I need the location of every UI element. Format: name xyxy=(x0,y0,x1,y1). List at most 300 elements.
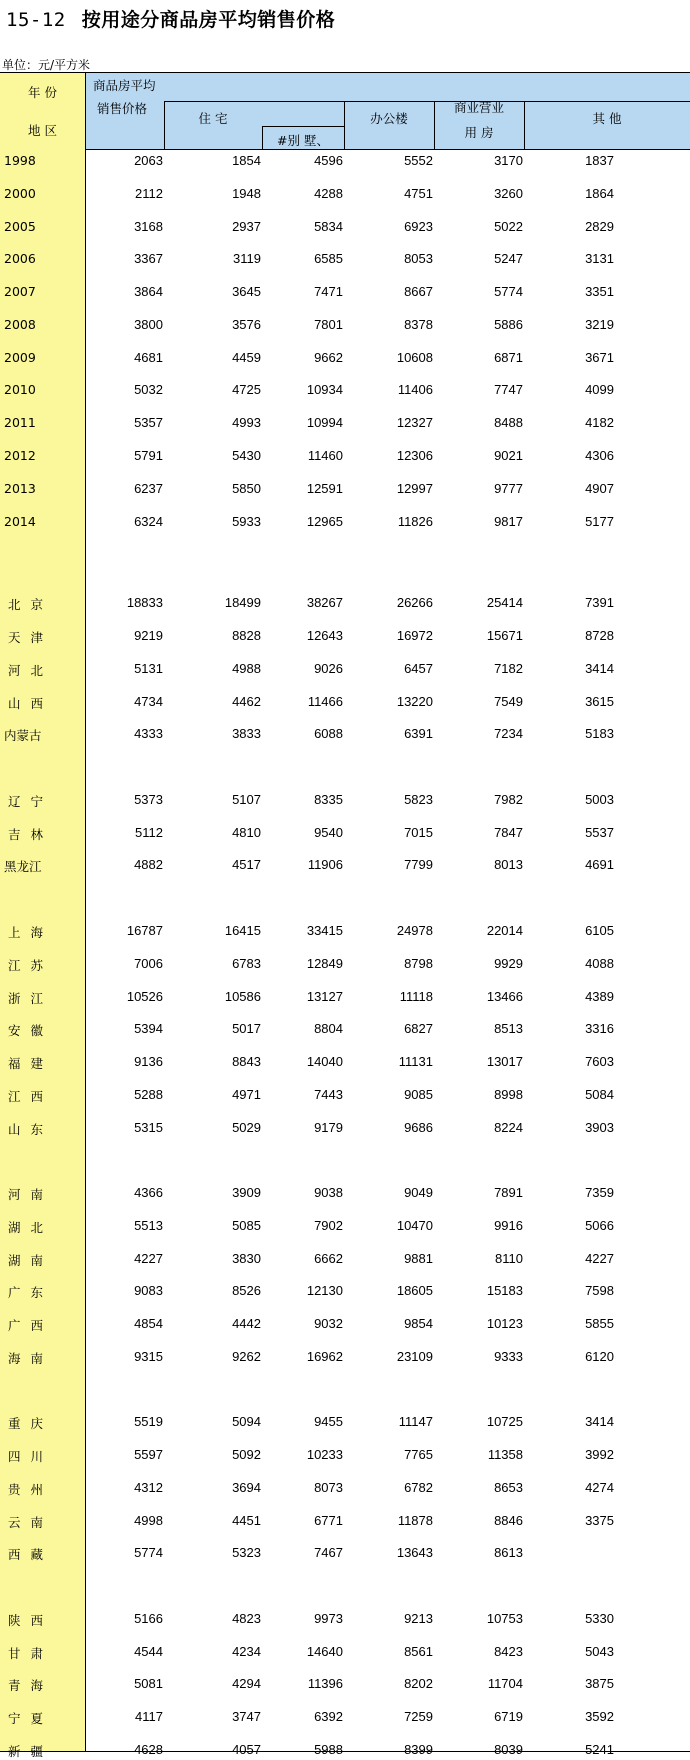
cell-value: 4182 xyxy=(585,415,614,430)
cell-value: 5430 xyxy=(232,448,261,463)
cell-value: 8399 xyxy=(404,1742,433,1757)
cell-value: 4099 xyxy=(585,382,614,397)
cell-value: 6088 xyxy=(314,726,343,741)
cell-value: 11704 xyxy=(487,1676,523,1691)
cell-value: 9662 xyxy=(314,350,343,365)
cell-value: 6391 xyxy=(404,726,433,741)
row-label: 辽宁 xyxy=(8,794,54,809)
header-office: 办公楼 xyxy=(370,111,408,126)
cell-value: 9881 xyxy=(404,1251,433,1266)
cell-value: 6324 xyxy=(134,514,163,529)
cell-value: 5081 xyxy=(134,1676,163,1691)
cell-value: 7182 xyxy=(494,661,523,676)
cell-value: 12849 xyxy=(306,956,343,971)
cell-value: 11406 xyxy=(397,382,433,397)
cell-value: 4366 xyxy=(134,1185,163,1200)
cell-value: 4681 xyxy=(134,350,163,365)
cell-value: 11118 xyxy=(399,989,433,1004)
cell-value: 9540 xyxy=(314,825,343,840)
cell-value: 11826 xyxy=(397,514,433,529)
row-label: 西藏 xyxy=(8,1547,54,1562)
cell-value: 2112 xyxy=(135,186,163,201)
cell-value: 1864 xyxy=(585,186,614,201)
cell-value: 3645 xyxy=(232,284,261,299)
header-residential: 住 宅 xyxy=(198,111,228,126)
row-label: 黑龙江 xyxy=(4,859,42,874)
cell-value: 5315 xyxy=(134,1120,163,1135)
cell-value: 7467 xyxy=(314,1545,343,1560)
table-row xyxy=(0,1607,690,1629)
table-row xyxy=(0,624,690,646)
cell-value: 4451 xyxy=(232,1513,261,1528)
cell-value: 7799 xyxy=(404,857,433,872)
cell-value: 8846 xyxy=(494,1513,523,1528)
cell-value: 9333 xyxy=(494,1349,523,1364)
cell-value: 10753 xyxy=(486,1611,523,1626)
cell-value: 9916 xyxy=(494,1218,523,1233)
cell-value: 3833 xyxy=(232,726,261,741)
cell-value: 5855 xyxy=(585,1316,614,1331)
table-row xyxy=(0,1312,690,1334)
corner-year-label: 年 份 xyxy=(28,85,57,100)
row-label: 2011 xyxy=(4,415,36,430)
cell-value: 8488 xyxy=(494,415,523,430)
cell-value: 4117 xyxy=(135,1709,163,1724)
table-row xyxy=(0,1672,690,1694)
table-row xyxy=(0,1083,690,1105)
cell-value: 10608 xyxy=(396,350,433,365)
cell-value: 8202 xyxy=(404,1676,433,1691)
cell-value: 9219 xyxy=(134,628,163,643)
row-label: 2008 xyxy=(4,317,36,332)
cell-value: 5597 xyxy=(134,1447,163,1462)
cell-value: 10934 xyxy=(306,382,343,397)
table-number: 15-12 xyxy=(6,9,66,31)
row-label: 四川 xyxy=(8,1449,54,1464)
cell-value: 7598 xyxy=(585,1283,614,1298)
cell-value: 8798 xyxy=(404,956,433,971)
row-label: 1998 xyxy=(4,153,36,168)
cell-value: 10233 xyxy=(306,1447,343,1462)
cell-value: 12591 xyxy=(306,481,343,496)
cell-value: 4333 xyxy=(134,726,163,741)
cell-value: 11878 xyxy=(397,1513,433,1528)
cell-value: 4057 xyxy=(232,1742,261,1757)
cell-value: 6392 xyxy=(314,1709,343,1724)
cell-value: 8039 xyxy=(494,1742,523,1757)
cell-value: 4854 xyxy=(134,1316,163,1331)
cell-value: 4227 xyxy=(134,1251,163,1266)
cell-value: 3909 xyxy=(232,1185,261,1200)
cell-value: 18499 xyxy=(224,595,261,610)
cell-value: 6827 xyxy=(404,1021,433,1036)
row-label: 湖南 xyxy=(8,1253,54,1268)
cell-value: 6923 xyxy=(404,219,433,234)
cell-value: 11358 xyxy=(487,1447,523,1462)
row-label: 青海 xyxy=(8,1678,54,1693)
cell-value: 7982 xyxy=(494,792,523,807)
cell-value: 6662 xyxy=(314,1251,343,1266)
row-label: 2010 xyxy=(4,382,36,397)
cell-value: 16962 xyxy=(306,1349,343,1364)
row-label: 宁夏 xyxy=(8,1711,54,1726)
cell-value: 4998 xyxy=(134,1513,163,1528)
cell-value: 8073 xyxy=(314,1480,343,1495)
table-row xyxy=(0,1443,690,1465)
cell-value: 5774 xyxy=(494,284,523,299)
cell-value: 9777 xyxy=(494,481,523,496)
cell-value: 13643 xyxy=(396,1545,433,1560)
table-row xyxy=(0,919,690,941)
table-row xyxy=(0,444,690,466)
cell-value: 5373 xyxy=(134,792,163,807)
cell-value: 5177 xyxy=(585,514,614,529)
cell-value: 4823 xyxy=(232,1611,261,1626)
table-row xyxy=(0,378,690,400)
cell-value: 3615 xyxy=(585,694,614,709)
cell-value: 5092 xyxy=(232,1447,261,1462)
cell-value: 3875 xyxy=(585,1676,614,1691)
cell-value: 4459 xyxy=(232,350,261,365)
cell-value: 4971 xyxy=(232,1087,261,1102)
cell-value: 3367 xyxy=(134,251,163,266)
table-row xyxy=(0,788,690,810)
table-row xyxy=(0,1181,690,1203)
table-row xyxy=(0,182,690,204)
cell-value: 9083 xyxy=(134,1283,163,1298)
cell-value: 3375 xyxy=(585,1513,614,1528)
header-avg-price-line2: 销售价格 xyxy=(97,101,148,116)
cell-value: 5003 xyxy=(585,792,614,807)
cell-value: 4691 xyxy=(585,857,614,872)
cell-value: 4288 xyxy=(314,186,343,201)
cell-value: 8561 xyxy=(404,1644,433,1659)
cell-value: 7765 xyxy=(404,1447,433,1462)
cell-value: 9973 xyxy=(314,1611,343,1626)
cell-value: 6105 xyxy=(585,923,614,938)
cell-value: 5183 xyxy=(585,726,614,741)
cell-value: 9686 xyxy=(404,1120,433,1135)
cell-value: 6871 xyxy=(494,350,523,365)
cell-value: 3131 xyxy=(585,251,614,266)
cell-value: 7603 xyxy=(585,1054,614,1069)
table-title-text: 按用途分商品房平均销售价格 xyxy=(81,9,336,31)
table-row xyxy=(0,985,690,1007)
cell-value: 6782 xyxy=(404,1480,433,1495)
table-row xyxy=(0,1214,690,1236)
row-label: 贵州 xyxy=(8,1482,54,1497)
cell-value: 5094 xyxy=(232,1414,261,1429)
cell-value: 14640 xyxy=(306,1644,343,1659)
cell-value: 13220 xyxy=(396,694,433,709)
row-label: 2012 xyxy=(4,448,36,463)
cell-value: 8378 xyxy=(404,317,433,332)
cell-value: 3119 xyxy=(233,251,261,266)
cell-value: 9136 xyxy=(134,1054,163,1069)
cell-value: 1837 xyxy=(585,153,614,168)
cell-value: 9929 xyxy=(494,956,523,971)
row-label: 天津 xyxy=(8,630,54,645)
cell-value: 8728 xyxy=(585,628,614,643)
cell-value: 3830 xyxy=(232,1251,261,1266)
cell-value: 9026 xyxy=(314,661,343,676)
table-row xyxy=(0,1640,690,1662)
cell-value: 9262 xyxy=(232,1349,261,1364)
cell-value: 5519 xyxy=(134,1414,163,1429)
cell-value: 5131 xyxy=(134,661,163,676)
cell-value: 9315 xyxy=(134,1349,163,1364)
cell-value: 7443 xyxy=(314,1087,343,1102)
cell-value: 4234 xyxy=(232,1644,261,1659)
cell-value: 8053 xyxy=(404,251,433,266)
row-label: 2000 xyxy=(4,186,36,201)
cell-value: 2063 xyxy=(134,153,163,168)
cell-value: 3219 xyxy=(585,317,614,332)
cell-value: 8998 xyxy=(494,1087,523,1102)
cell-value: 4596 xyxy=(314,153,343,168)
row-label: 重庆 xyxy=(8,1416,54,1431)
cell-value: 3414 xyxy=(585,661,614,676)
cell-value: 9817 xyxy=(494,514,523,529)
cell-value: 5288 xyxy=(134,1087,163,1102)
cell-value: 6585 xyxy=(314,251,343,266)
cell-value: 8804 xyxy=(314,1021,343,1036)
cell-value: 26266 xyxy=(396,595,433,610)
table-row xyxy=(0,280,690,302)
cell-value: 3168 xyxy=(134,219,163,234)
cell-value: 18833 xyxy=(126,595,163,610)
cell-value: 10994 xyxy=(306,415,343,430)
cell-value: 4993 xyxy=(232,415,261,430)
cell-value: 24978 xyxy=(396,923,433,938)
row-label: 江西 xyxy=(8,1089,54,1104)
cell-value: 8828 xyxy=(232,628,261,643)
table-title xyxy=(6,5,335,32)
cell-value: 10586 xyxy=(224,989,261,1004)
cell-value: 23109 xyxy=(396,1349,433,1364)
row-label: 浙江 xyxy=(8,991,54,1006)
header-other: 其 他 xyxy=(592,111,622,126)
cell-value: 11147 xyxy=(398,1414,433,1429)
cell-value: 3864 xyxy=(134,284,163,299)
cell-value: 16415 xyxy=(224,923,261,938)
row-label: 河南 xyxy=(8,1187,54,1202)
cell-value: 4312 xyxy=(134,1480,163,1495)
row-label: 新疆 xyxy=(8,1744,54,1759)
cell-value: 1854 xyxy=(232,153,261,168)
cell-value: 3260 xyxy=(494,186,523,201)
cell-value: 12643 xyxy=(306,628,343,643)
cell-value: 7902 xyxy=(314,1218,343,1233)
table-row xyxy=(0,477,690,499)
header-commercial-line2: 用 房 xyxy=(464,125,494,140)
table-row xyxy=(0,1476,690,1498)
cell-value: 18605 xyxy=(396,1283,433,1298)
cell-value: 6783 xyxy=(232,956,261,971)
table-row xyxy=(0,149,690,171)
cell-value: 7847 xyxy=(494,825,523,840)
cell-value: 5552 xyxy=(404,153,433,168)
table-row xyxy=(0,952,690,974)
cell-value: 3170 xyxy=(494,153,523,168)
cell-value: 7006 xyxy=(134,956,163,971)
cell-value: 6237 xyxy=(134,481,163,496)
cell-value: 3800 xyxy=(134,317,163,332)
cell-value: 3592 xyxy=(585,1709,614,1724)
row-label: 河北 xyxy=(8,663,54,678)
cell-value: 2937 xyxy=(232,219,261,234)
cell-value: 5330 xyxy=(585,1611,614,1626)
cell-value: 3351 xyxy=(585,284,614,299)
cell-value: 8613 xyxy=(494,1545,523,1560)
table-row xyxy=(0,722,690,744)
cell-value: 12965 xyxy=(306,514,343,529)
cell-value: 7747 xyxy=(494,382,523,397)
cell-value: 5774 xyxy=(134,1545,163,1560)
cell-value: 5933 xyxy=(232,514,261,529)
cell-value: 13017 xyxy=(486,1054,523,1069)
row-label: 云南 xyxy=(8,1515,54,1530)
cell-value: 4882 xyxy=(134,857,163,872)
row-label: 海南 xyxy=(8,1351,54,1366)
table-row xyxy=(0,1738,690,1760)
row-label: 甘肃 xyxy=(8,1646,54,1661)
villa-top-rule xyxy=(262,126,344,127)
cell-value: 3414 xyxy=(585,1414,614,1429)
cell-value: 13466 xyxy=(486,989,523,1004)
row-label: 上海 xyxy=(8,925,54,940)
cell-value: 8423 xyxy=(494,1644,523,1659)
cell-value: 4810 xyxy=(232,825,261,840)
cell-value: 5017 xyxy=(232,1021,261,1036)
cell-value: 4442 xyxy=(232,1316,261,1331)
table-row xyxy=(0,411,690,433)
cell-value: 4306 xyxy=(585,448,614,463)
cell-value: 11906 xyxy=(307,857,343,872)
header-avg-price-line1: 商品房平均 xyxy=(93,78,156,93)
cell-value: 9038 xyxy=(314,1185,343,1200)
cell-value: 5357 xyxy=(134,415,163,430)
cell-value: 4734 xyxy=(134,694,163,709)
cell-value: 33415 xyxy=(306,923,343,938)
cell-value: 5241 xyxy=(585,1742,614,1757)
cell-value: 9049 xyxy=(404,1185,433,1200)
cell-value: 8110 xyxy=(495,1251,523,1266)
cell-value: 15183 xyxy=(486,1283,523,1298)
cell-value: 12997 xyxy=(396,481,433,496)
cell-value: 5112 xyxy=(135,825,163,840)
cell-value: 5394 xyxy=(134,1021,163,1036)
row-label: 吉林 xyxy=(8,827,54,842)
cell-value: 5084 xyxy=(585,1087,614,1102)
cell-value: 4462 xyxy=(232,694,261,709)
table-row xyxy=(0,1705,690,1727)
cell-value: 7471 xyxy=(314,284,343,299)
header-commercial-line1: 商业营业 xyxy=(453,100,504,115)
cell-value: 5032 xyxy=(134,382,163,397)
cell-value: 25414 xyxy=(486,595,523,610)
cell-value: 12327 xyxy=(396,415,433,430)
cell-value: 8667 xyxy=(404,284,433,299)
cell-value: 4274 xyxy=(585,1480,614,1495)
cell-value: 7801 xyxy=(314,317,343,332)
cell-value: 8513 xyxy=(494,1021,523,1036)
cell-value: 5850 xyxy=(232,481,261,496)
table-row xyxy=(0,1509,690,1531)
table-row xyxy=(0,1050,690,1072)
cell-value: 8843 xyxy=(232,1054,261,1069)
cell-value: 10123 xyxy=(486,1316,523,1331)
cell-value: 2829 xyxy=(585,219,614,234)
cell-value: 12306 xyxy=(396,448,433,463)
cell-value: 9213 xyxy=(404,1611,433,1626)
cell-value: 4751 xyxy=(404,186,433,201)
unit-label: 单位：元/平方米 xyxy=(2,58,91,72)
cell-value: 5513 xyxy=(134,1218,163,1233)
cell-value: 3992 xyxy=(585,1447,614,1462)
cell-value: 10470 xyxy=(396,1218,433,1233)
row-label: 2009 xyxy=(4,350,36,365)
cell-value: 9854 xyxy=(404,1316,433,1331)
cell-value: 16787 xyxy=(126,923,163,938)
table-row xyxy=(0,215,690,237)
cell-value: 4227 xyxy=(585,1251,614,1266)
cell-value: 5085 xyxy=(232,1218,261,1233)
cell-value: 8526 xyxy=(232,1283,261,1298)
cell-value: 8653 xyxy=(494,1480,523,1495)
row-label: 2007 xyxy=(4,284,36,299)
table-row xyxy=(0,1541,690,1563)
row-label: 陕西 xyxy=(8,1613,54,1628)
table-row xyxy=(0,690,690,712)
row-label: 2014 xyxy=(4,514,36,529)
cell-value: 10725 xyxy=(486,1414,523,1429)
row-label: 2005 xyxy=(4,219,36,234)
cell-value: 3747 xyxy=(232,1709,261,1724)
cell-value: 5988 xyxy=(314,1742,343,1757)
cell-value: 3576 xyxy=(232,317,261,332)
table-row xyxy=(0,346,690,368)
row-label: 内蒙古 xyxy=(4,728,42,743)
row-label: 山东 xyxy=(8,1122,54,1137)
cell-value: 4907 xyxy=(585,481,614,496)
cell-value: 16972 xyxy=(396,628,433,643)
row-label: 北京 xyxy=(8,597,54,612)
cell-value: 4294 xyxy=(232,1676,261,1691)
cell-value: 10526 xyxy=(126,989,163,1004)
cell-value: 6771 xyxy=(314,1513,343,1528)
cell-value: 6120 xyxy=(585,1349,614,1364)
cell-value: 6719 xyxy=(494,1709,523,1724)
cell-value: 5247 xyxy=(494,251,523,266)
cell-value: 11460 xyxy=(307,448,343,463)
cell-value: 3694 xyxy=(232,1480,261,1495)
cell-value: 9179 xyxy=(314,1120,343,1135)
cell-value: 6457 xyxy=(404,661,433,676)
cell-value: 7891 xyxy=(494,1185,523,1200)
row-label: 湖北 xyxy=(8,1220,54,1235)
table-row xyxy=(0,1410,690,1432)
cell-value: 4517 xyxy=(232,857,261,872)
cell-value: 15671 xyxy=(486,628,523,643)
header-middle-rule xyxy=(164,101,690,102)
cell-value: 11396 xyxy=(307,1676,343,1691)
cell-value: 8335 xyxy=(314,792,343,807)
cell-value: 9021 xyxy=(494,448,523,463)
cell-value: 5107 xyxy=(232,792,261,807)
cell-value: 3903 xyxy=(585,1120,614,1135)
cell-value: 5029 xyxy=(232,1120,261,1135)
